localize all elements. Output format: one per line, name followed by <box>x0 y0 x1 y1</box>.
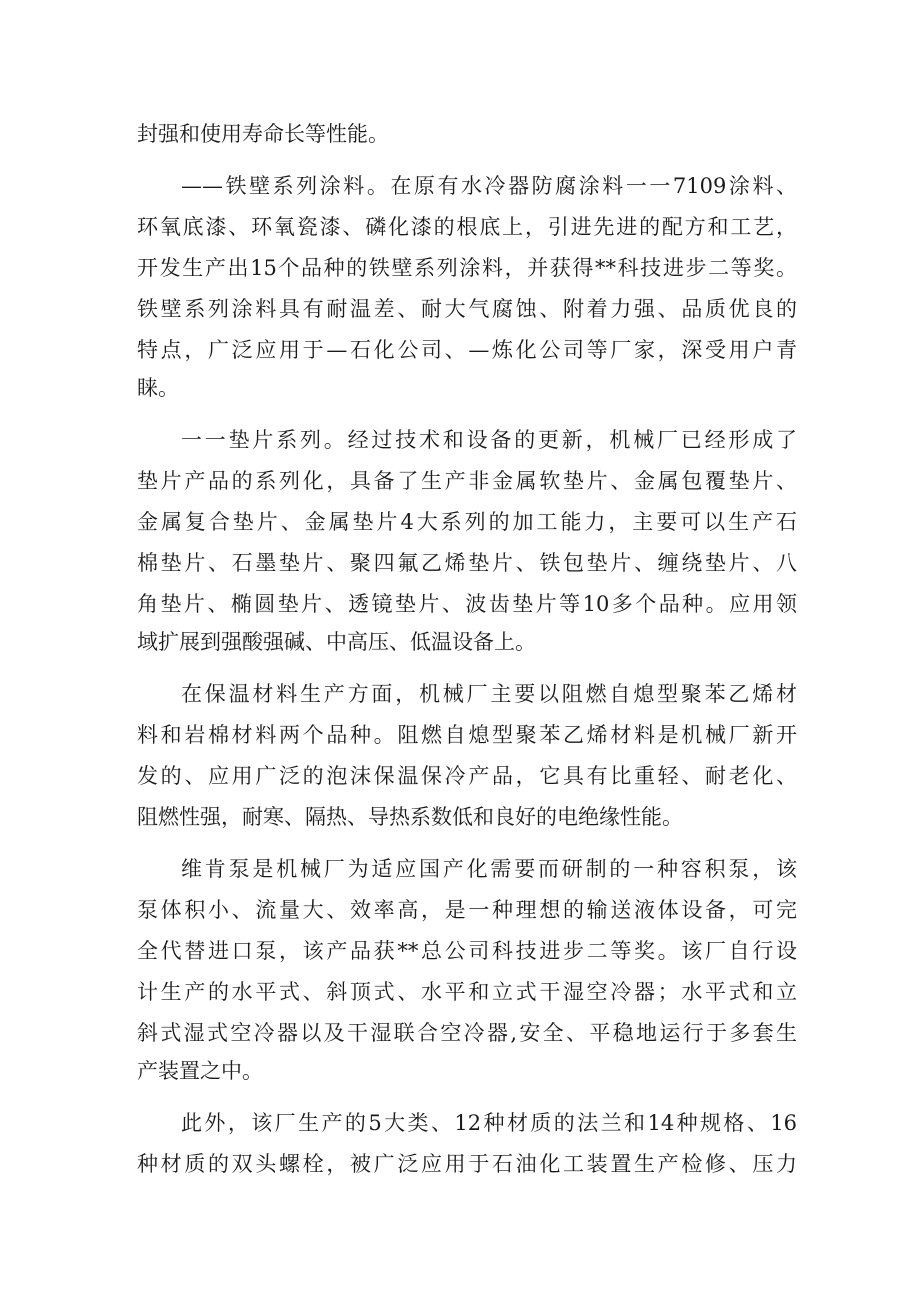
text-line: 封强和使用寿命长等性能。 <box>137 122 389 146</box>
text-line: 环氧底漆、环氧瓷漆、磷化漆的根底上，引进先进的配方和工艺， <box>137 215 797 239</box>
text-line: 在保温材料生产方面，机械厂主要以阻燃自熄型聚苯乙烯材 <box>181 682 797 706</box>
text-line: 特点，广泛应用于—石化公司、—炼化公司等厂家，深受用户青 <box>137 338 797 362</box>
text-line: 种材质的双头螺栓，被广泛应用于石油化工装置生产检修、压力 <box>137 1152 797 1176</box>
text-line: ——铁壁系列涂料。在原有水冷器防腐涂料一一7109涂料、 <box>181 174 797 198</box>
text-line: 角垫片、椭圆垫片、透镜垫片、波齿垫片等10多个品种。应用领 <box>137 592 797 616</box>
text-line: 垫片产品的系列化，具备了生产非金属软垫片、金属包覆垫片、 <box>137 469 797 493</box>
text-line: 阻燃性强，耐寒、隔热、导热系数低和良好的电绝缘性能。 <box>137 805 683 829</box>
text-line: 开发生产出15个品种的铁壁系列涂料，并获得**科技进步二等奖。 <box>137 256 797 280</box>
text-line: 计生产的水平式、斜顶式、水平和立式干湿空冷器；水平式和立 <box>137 980 797 1004</box>
text-line: 料和岩棉材料两个品种。阻燃自熄型聚苯乙烯材料是机械厂新开 <box>137 723 797 747</box>
text-line: 泵体积小、流量大、效率高，是一种理想的输送液体设备，可完 <box>137 898 797 922</box>
text-line: 产装置之中。 <box>137 1059 263 1083</box>
text-line: 铁壁系列涂料具有耐温差、耐大气腐蚀、附着力强、品质优良的 <box>137 297 797 321</box>
text-line: 棉垫片、石墨垫片、聚四氟乙烯垫片、铁包垫片、缠绕垫片、八 <box>137 551 797 575</box>
text-line: 发的、应用广泛的泡沫保温保冷产品，它具有比重轻、耐老化、 <box>137 764 797 788</box>
text-line: 维肯泵是机械厂为适应国产化需要而研制的一种容积泵，该 <box>181 857 797 881</box>
text-line: 此外，该厂生产的5大类、12种材质的法兰和14种规格、16 <box>181 1111 797 1135</box>
text-line: 全代替进口泵，该产品获**总公司科技进步二等奖。该厂自行设 <box>137 939 797 963</box>
text-line: 金属复合垫片、金属垫片4大系列的加工能力，主要可以生产石 <box>137 510 797 534</box>
text-line: 睐。 <box>137 376 179 400</box>
text-line: 一一垫片系列。经过技术和设备的更新，机械厂已经形成了 <box>181 428 797 452</box>
text-line: 斜式湿式空冷器以及干湿联合空冷器,安全、平稳地运行于多套生 <box>137 1021 797 1045</box>
text-line: 域扩展到强酸强碱、中高压、低温设备上。 <box>137 630 536 654</box>
